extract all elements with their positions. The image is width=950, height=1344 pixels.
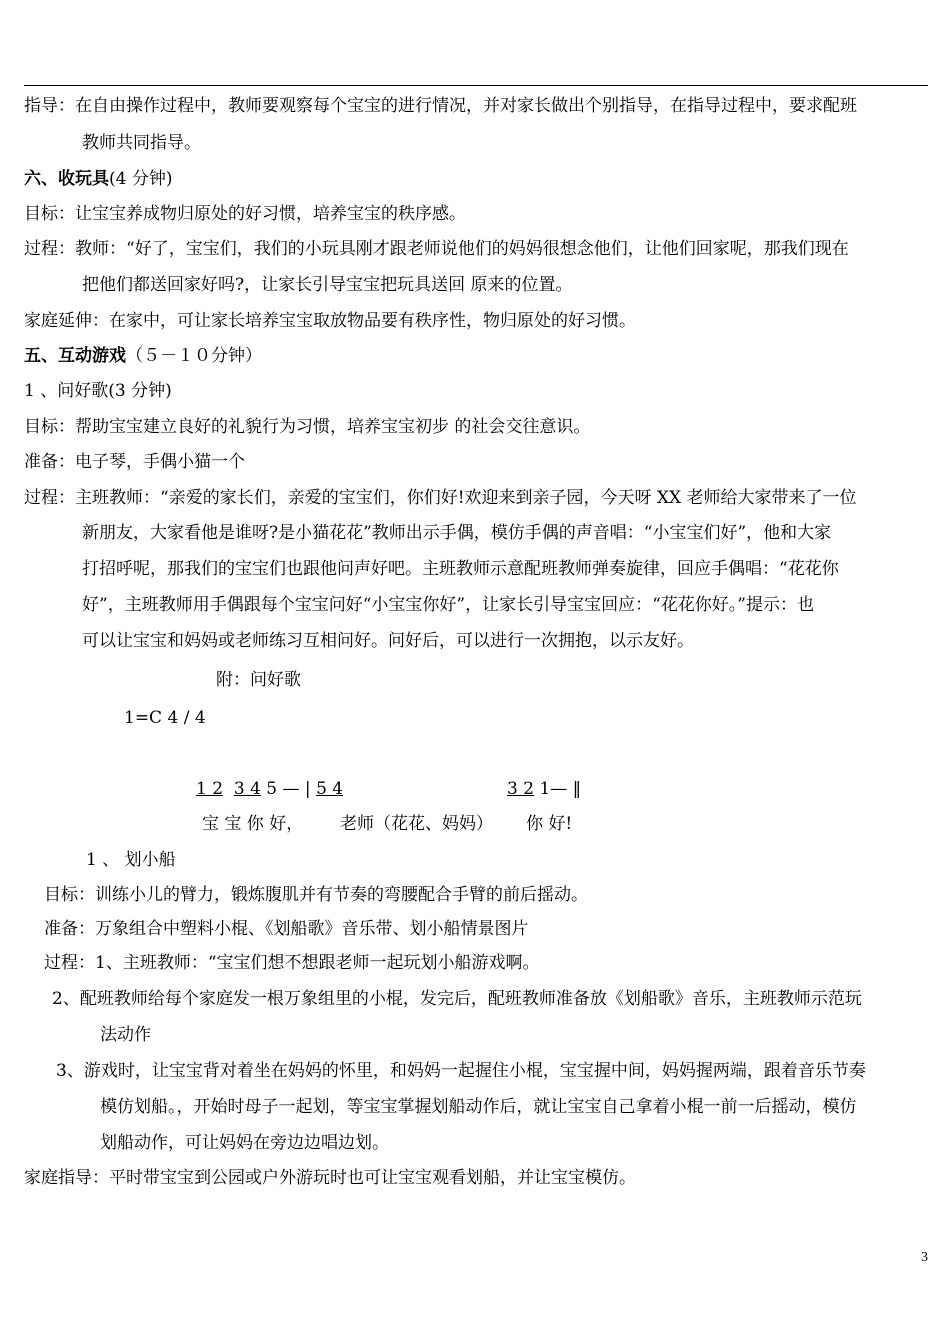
note-group: 5 — | xyxy=(260,779,317,799)
text-line: 新朋友，大家看他是谁呀?是小猫花花”教师出示手偶，模仿手偶的声音唱：“小宝宝们好”，他和大家 xyxy=(82,523,832,543)
text-line: 指导：在自由操作过程中，教师要观察每个宝宝的进行情况，并对家长做出个别指导，在指导过程中，要求配班 xyxy=(24,96,857,116)
text-line: 教师共同指导。 xyxy=(82,133,201,153)
text-line: 家庭指导：平时带宝宝到公园或户外游玩时也可让宝宝观看划船，并让宝宝模仿。 xyxy=(24,1168,636,1188)
section-title: 六、收玩具 xyxy=(24,169,109,189)
text-line: 准备：电子琴，手偶小猫一个 xyxy=(24,452,245,472)
header-rule xyxy=(24,85,928,86)
text-line: 目标：让宝宝养成物归原处的好习惯，培养宝宝的秩序感。 xyxy=(24,204,466,224)
text-line: 模仿划船。，开始时母子一起划，等宝宝掌握划船动作后，就让宝宝自己拿着小棍一前一后摇动，模仿 xyxy=(100,1097,857,1117)
text-line: 划船动作，可让妈妈在旁边边唱边划。 xyxy=(100,1133,389,1153)
lyrics: 你 好! xyxy=(526,814,573,834)
text-line: 打招呼呢，那我们的宝宝们也跟他问声好吧。主班教师示意配班教师弹奏旋律，回应手偶唱：“花花你 xyxy=(82,559,839,579)
text-line: 目标：训练小儿的臂力，锻炼腹肌并有节奏的弯腰配合手臂的前后摇动。 xyxy=(44,885,588,905)
section-heading xyxy=(24,168,172,190)
text-line: 过程：1、主班教师：“宝宝们想不想跟老师一起玩划小船游戏啊。 xyxy=(44,953,540,973)
music-notation-b xyxy=(507,778,581,800)
text-line: 1 、 划小船 xyxy=(86,850,176,870)
section-duration: (4 分钟) xyxy=(109,169,173,189)
text-line: 3、游戏时，让宝宝背对着坐在妈妈的怀里，和妈妈一起握住小棍，宝宝握中间，妈妈握两端，跟着音乐节奏 xyxy=(56,1061,866,1081)
lyrics: 宝 宝 你 好， xyxy=(202,814,304,834)
section-title: 五、互动游戏 xyxy=(24,346,126,366)
text-line: 法动作 xyxy=(100,1025,151,1045)
note-group: 3 4 xyxy=(233,779,261,799)
note-group: 5 4 xyxy=(316,779,344,799)
note-group: 3 2 xyxy=(507,779,535,799)
section-duration: （５－１０分钟） xyxy=(126,346,262,366)
note-group: 1— ‖ xyxy=(534,779,582,799)
text-line: 2、配班教师给每个家庭发一根万象组里的小棍，发完后，配班教师准备放《划船歌》音乐，主班教师示范玩 xyxy=(52,989,862,1009)
lyrics: 老师（花花、妈妈） xyxy=(340,814,493,834)
text-line: 过程：教师：“好了，宝宝们，我们的小玩具刚才跟老师说他们的妈妈很想念他们，让他们回家呢，那我们现在 xyxy=(24,239,849,259)
text-line: 过程：主班教师：“亲爱的家长们，亲爱的宝宝们，你们好!欢迎来到亲子园，今天呀 XX 老师给大家带来了一位 xyxy=(24,488,857,508)
section-heading xyxy=(24,345,262,367)
text-line: 1 、问好歌(3 分钟) xyxy=(24,381,172,401)
text-line: 家庭延伸：在家中，可让家长培养宝宝取放物品要有秩序性，物归原处的好习惯。 xyxy=(24,311,636,331)
note-group: 1 2 xyxy=(196,779,224,799)
text-line: 可以让宝宝和妈妈或老师练习互相问好。问好后，可以进行一次拥抱，以示友好。 xyxy=(82,631,694,651)
music-key: 1=C 4 / 4 xyxy=(124,708,206,728)
text-line: 把他们都送回家好吗?，让家长引导宝宝把玩具送回 原来的位置。 xyxy=(82,275,573,295)
page-number: 3 xyxy=(921,1250,928,1265)
text-line: 准备：万象组合中塑料小棍、《划船歌》音乐带、划小船情景图片 xyxy=(44,919,529,939)
text-line: 目标：帮助宝宝建立良好的礼貌行为习惯，培养宝宝初步 的社会交往意识。 xyxy=(24,417,591,437)
text-line: 好”，主班教师用手偶跟每个宝宝问好“小宝宝你好”，让家长引导宝宝回应：“花花你好。”提示：也 xyxy=(82,595,814,615)
song-title: 附：问好歌 xyxy=(216,670,301,690)
music-notation-a xyxy=(196,778,343,800)
